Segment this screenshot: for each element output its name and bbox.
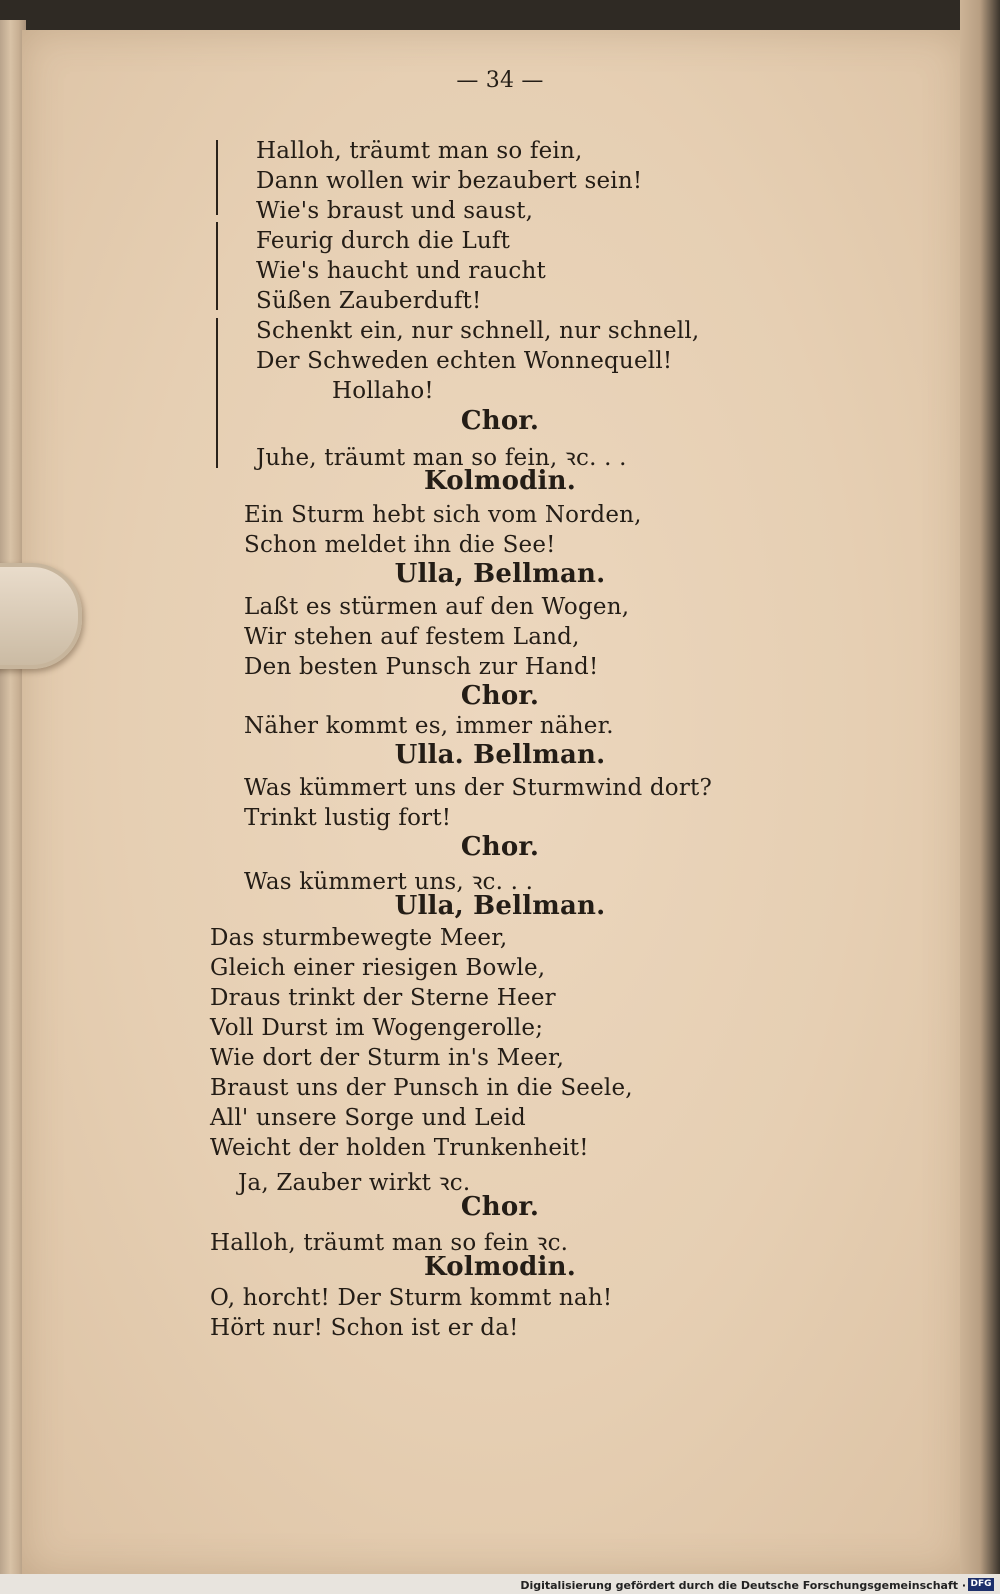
verse-line: Gleich einer riesigen Bowle, [210,955,546,981]
speaker-heading: Kolmodin. [424,466,576,496]
speaker-heading: Chor. [460,681,540,711]
verse-line: O, horcht! Der Sturm kommt nah! [210,1285,613,1311]
verse-line: Süßen Zauberduft! [256,288,482,314]
speaker-heading: Ulla, Bellman. [394,559,606,589]
verse-line: Weicht der holden Trunkenheit! [210,1135,589,1161]
verse-line: Dann wollen wir bezaubert sein! [256,168,643,194]
verse-line: Braust uns der Punsch in die Seele, [210,1075,633,1101]
footer-band [0,1574,1000,1594]
verse-bracket [216,318,218,468]
verse-line: Das sturmbewegte Meer, [210,925,508,951]
verse-line: Laßt es stürmen auf den Wogen, [244,594,630,620]
verse-line: Juhe, träumt man so fein, ꝛc. . . [256,445,627,471]
dfg-logo: DFG [968,1578,994,1591]
verse-line: Trinkt lustig fort! [244,805,452,831]
speaker-heading: Kolmodin. [424,1252,576,1282]
verse-line: Der Schweden echten Wonnequell! [256,348,673,374]
speaker-heading: Ulla. Bellman. [394,740,606,770]
verse-line: Feurig durch die Luft [256,228,511,254]
verse-line: Wie's braust und saust, [256,198,534,224]
verse-line: Hollaho! [332,378,434,404]
verse-line: Was kümmert uns, ꝛc. . . [244,869,534,895]
verse-line: Halloh, träumt man so fein, [256,138,583,164]
verse-bracket [216,222,218,310]
verse-line: Ein Sturm hebt sich vom Norden, [244,502,642,528]
verse-line: Halloh, träumt man so fein ꝛc. [210,1230,569,1256]
verse-line: Wir stehen auf festem Land, [244,624,580,650]
verse-line: Schenkt ein, nur schnell, nur schnell, [256,318,700,344]
verse-line: Ja, Zauber wirkt ꝛc. [238,1170,471,1196]
verse-line: Draus trinkt der Sterne Heer [210,985,556,1011]
verse-bracket [216,140,218,215]
speaker-heading: Chor. [460,1192,540,1222]
speaker-heading: Chor. [460,832,540,862]
speaker-heading: Chor. [460,406,540,436]
digitization-credit: Digitalisierung gefördert durch die Deutsche Forschungsgemeinschaft · [520,1579,966,1592]
verse-line: Schon meldet ihn die See! [244,532,556,558]
book-gutter [960,0,1000,1575]
speaker-heading: Ulla, Bellman. [394,891,606,921]
verse-line: All' unsere Sorge und Leid [210,1105,526,1131]
verse-line: Näher kommt es, immer näher. [244,713,614,739]
page-number: — 34 — [456,68,544,93]
verse-line: Den besten Punsch zur Hand! [244,654,599,680]
verse-line: Wie's haucht und raucht [256,258,546,284]
verse-line: Hört nur! Schon ist er da! [210,1315,519,1341]
verse-line: Wie dort der Sturm in's Meer, [210,1045,565,1071]
verse-line: Voll Durst im Wogengerolle; [210,1015,544,1041]
verse-line: Was kümmert uns der Sturmwind dort? [244,775,713,801]
